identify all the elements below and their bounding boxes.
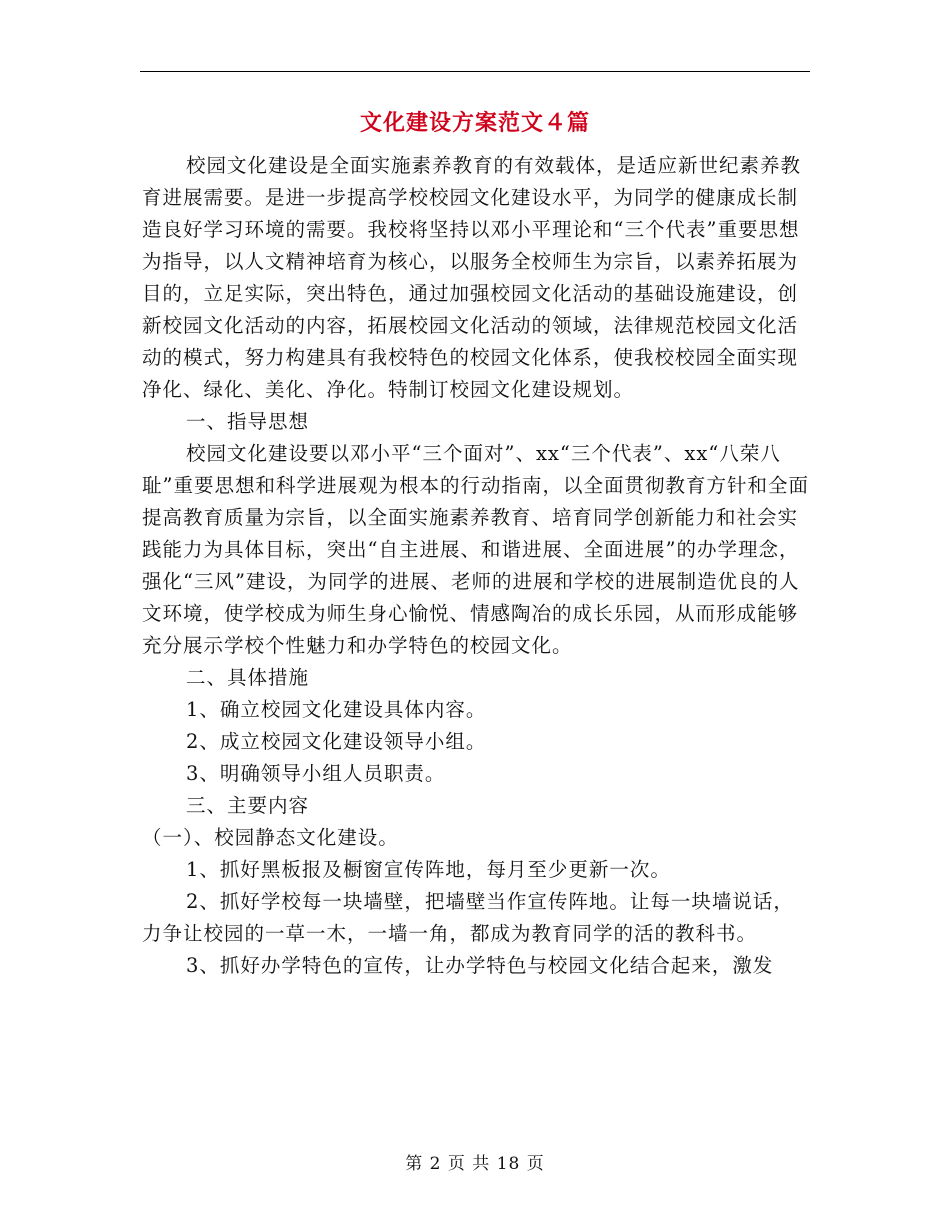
section-heading-guiding-thought: 一、指导思想 <box>186 410 310 433</box>
content-item: 3、抓好办学特色的宣传，让办学特色与校园文化结合起来，激发 <box>186 954 774 977</box>
content-item: 2、抓好学校每一块墙壁，把墙壁当作宣传阵地。让每一块墙说话，力争让校园的一草一木，一墙一角，都成为教育同学的活的教科书。 <box>142 890 794 945</box>
page-number: 第 2 页 共 18 页 <box>405 1154 545 1174</box>
measure-item: 2、成立校园文化建设领导小组。 <box>186 730 487 753</box>
intro-paragraph: 校园文化建设是全面实施素养教育的有效载体，是适应新世纪素养教育进展需要。是进一步提高学校校园文化建设水平，为同学的健康成长制造良好学习环境的需要。我校将坚持以邓小平理论和“三个代表”重要思想为指导，以人文精神培育为核心，以服务全校师生为宗旨，以素养拓展为目的，立足实际，突出特色，通过加强校园文化活动的基础设施建设，创新校园文化活动的内容，拓展校园文化活动的领域，法律规范校园文化活动的模式，努力构建具有我校特色的校园文化体系，使我校校园全面实现净化、绿化、美化、净化。特制订校园文化建设规划。 <box>142 154 802 401</box>
content-item: 1、抓好黑板报及橱窗宣传阵地，每月至少更新一次。 <box>186 858 671 881</box>
guiding-thought-paragraph: 校园文化建设要以邓小平“三个面对”、xx“三个代表”、xx“八荣八耻”重要思想和科学进展观为根本的行动指南，以全面贯彻教育方针和全面提高教育质量为宗旨，以全面实施素养教育、培育同学创新能力和社会实践能力为具体目标，突出“自主进展、和谐进展、全面进展”的办学理念，强化“三风”建设，为同学的进展、老师的进展和学校的进展制造优良的人文环境，使学校成为师生身心愉悦、情感陶冶的成长乐园，从而形成能够充分展示学校个性魅力和办学特色的校园文化。 <box>142 442 809 657</box>
document-title: 文化建设方案范文４篇 <box>359 110 590 136</box>
subsection-heading-static-culture: （一）、校园静态文化建设。 <box>142 826 399 849</box>
measure-item: 3、明确领导小组人员职责。 <box>186 762 446 785</box>
section-heading-main-content: 三、主要内容 <box>186 794 310 817</box>
measure-item: 1、确立校园文化建设具体内容。 <box>186 698 487 721</box>
document-body <box>142 150 810 982</box>
header-rule <box>140 71 810 72</box>
section-heading-measures: 二、具体措施 <box>186 666 310 689</box>
